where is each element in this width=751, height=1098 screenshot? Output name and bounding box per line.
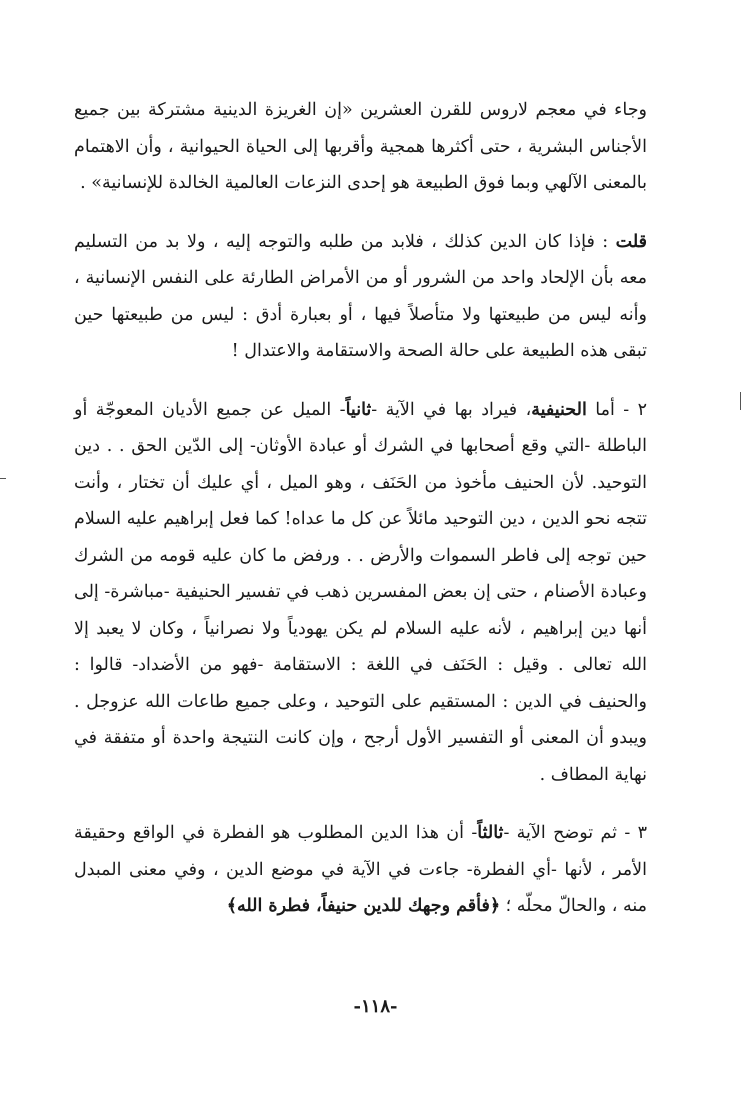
label-second: ثانياً [345,399,372,420]
lead-word-qultu: قلت [615,231,647,252]
paragraph-larousse-quote [74,92,647,202]
term-hanifiyya: الحنيفية [531,399,587,420]
paragraph-hanifiyya [74,392,647,794]
margin-mark [0,478,6,479]
quran-quote: ﴿فأقم وجهك للدين حنيفاً، فطرة الله﴾ [226,896,501,916]
paragraph-qultu [74,224,647,370]
paragraph-text: ، فيراد بها في الآية - [371,399,532,420]
paragraph-text: وجاء في معجم لاروس للقرن العشرين «إن الغريزة الدينية مشتركة بين جميع الأجناس البشرية ، حتى أكثرها همجية وأقربها إلى الحياة الحيوانية ، وأن الاهتمام بالمعنى الآلهي وبما فوق الطبيعة هو إحدى النزعات العالمية الخالدة للإنسانية» . [74,100,647,193]
item-number: ٣ - [617,823,647,843]
margin-mark [740,392,741,410]
page-number: -١١٨- [353,996,398,1017]
label-third: ثالثاً [477,823,504,843]
paragraph-text: : فإذا كان الدين كذلك ، فلابد من طلبه والتوجه إليه ، ولا بد من التسليم معه بأن الإلحاد واحد من الشرور أو من الأمراض الطارئة على النفس الإنسانية ، وأنه ليس من طبيعتها ولا متأصلاً فيها ، أو بعبارة أدق : ليس من طبيعتها حين تبقى هذه الطبيعة على حالة الصحة والاستقامة والاعتدال ! [74,231,647,361]
paragraph-fitra [74,815,647,925]
paragraph-text: - الميل عن جميع الأديان المعوجّة أو الباطلة -التي وقع أصحابها في الشرك أو عبادة الأوثان- إلى الدّين الحق . . دين التوحيد. لأن الحنيف مأخوذ من الحَنَف ، وهو الميل ، أي عليك أن تختار ، وأنت تتجه نحو الدين ، دين التوحيد مائلاً عن كل ما عداه! كما فعل إبراهيم عليه السلام حين توجه إلى فاطر السموات والأرض . . ورفض ما كان عليه قومه من الشرك وعبادة الأصنام ، حتى إن بعض المفسرين ذهب في تفسير الحنيفية -مباشرة- إلى أنها دين إبراهيم ، لأنه عليه السلام لم يكن يهودياً ولا نصرانياً ، وكان لا يعبد إلا الله تعالى . وقيل : الحَنَف في اللغة : الاستقامة -فهو من الأضداد- قالوا : والحنيف في الدين : المستقيم على التوحيد ، وعلى جميع طاعات الله عزوجل . ويبدو أن المعنى أو التفسير الأول أرجح ، وإن كانت النتيجة واحدة أو متفقة في نهاية المطاف . [74,399,647,785]
item-number: ٢ - [614,399,647,420]
paragraph-text: ثم توضح الآية - [503,823,618,843]
paragraph-text: أما [586,399,615,420]
paragraph-text: - أن هذا الدين المطلوب هو الفطرة في الواقع وحقيقة الأمر ، لأنها -أي الفطرة- جاءت في الآية في موضع الدين ، وفي معنى المبدل منه ، والحالّ محلّه ؛ [74,823,647,916]
page-body [74,92,647,925]
